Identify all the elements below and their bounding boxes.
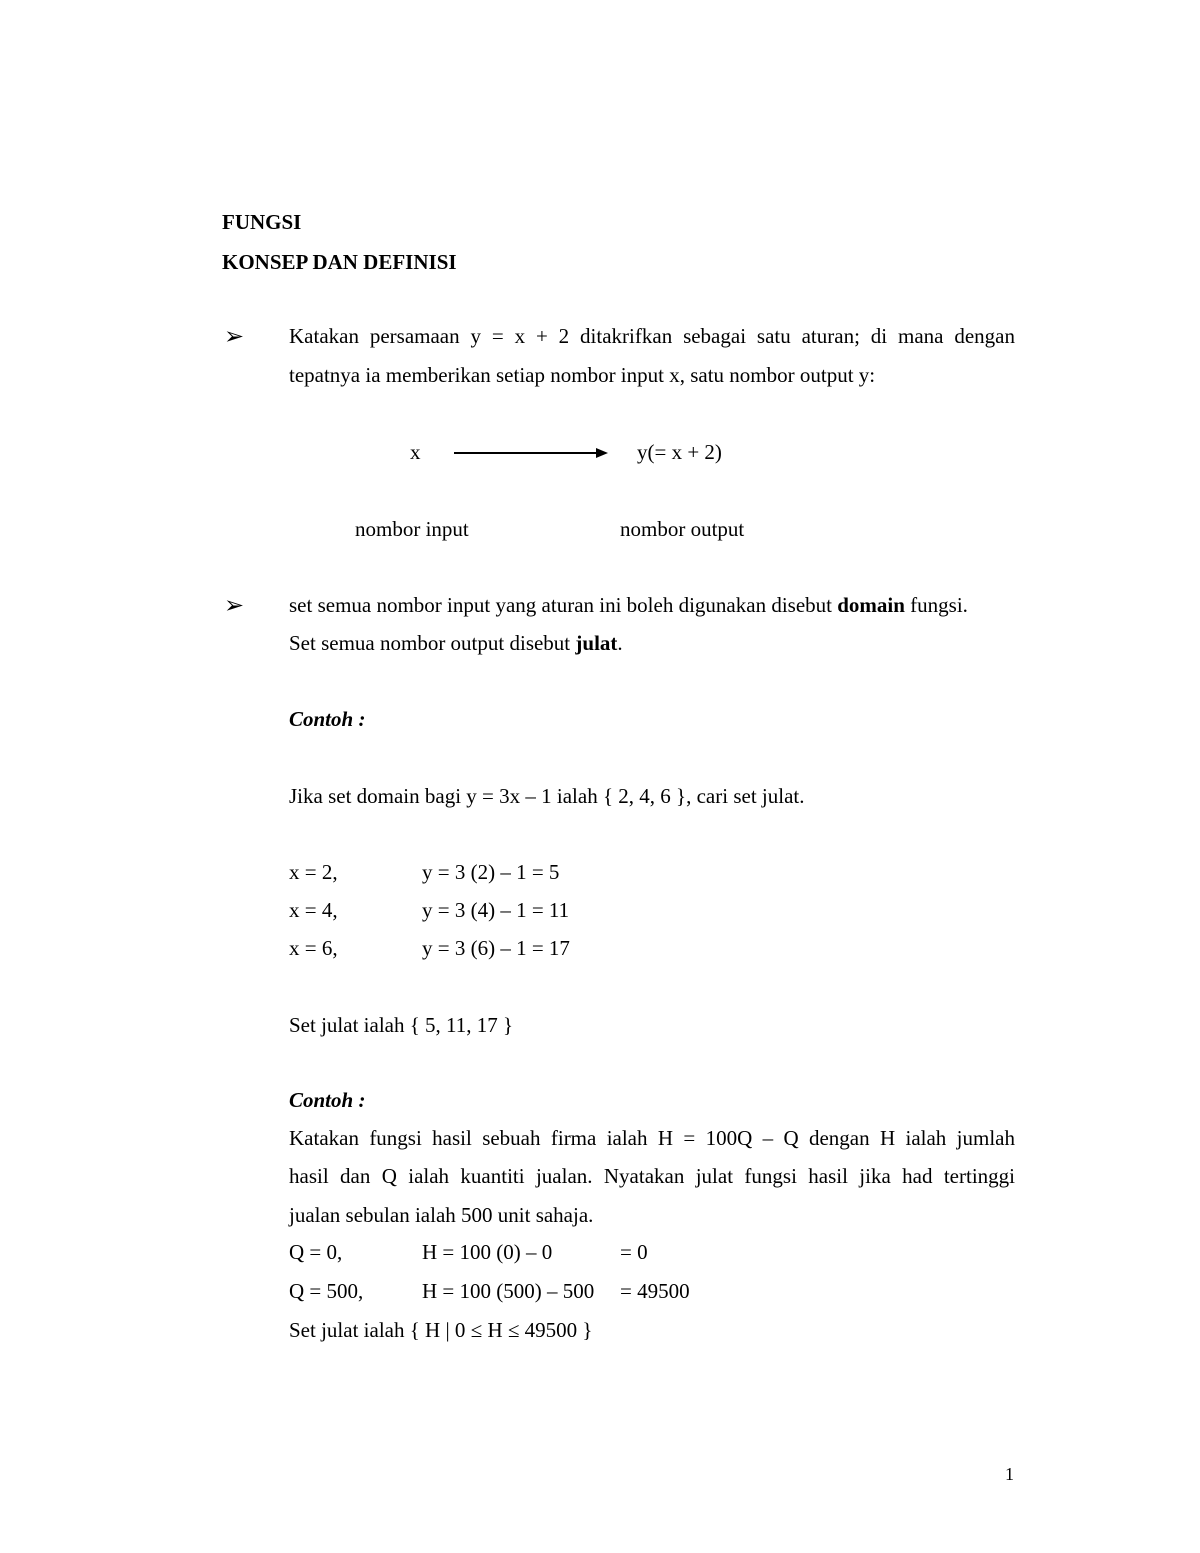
example1-answer: Set julat ialah { 5, 11, 17 }: [289, 1013, 514, 1037]
bullet1-line1: Katakan persamaan y = x + 2 ditakrifkan sebagai satu aturan; di mana dengan: [289, 324, 1015, 348]
bullet2-line1-text: set semua nombor input yang aturan ini boleh digunakan disebut: [289, 593, 838, 617]
mapping-input-label: nombor input: [355, 517, 469, 541]
example1-row-x: x = 4,: [289, 898, 338, 922]
example2-heading: Contoh :: [289, 1088, 366, 1112]
example1-heading: Contoh :: [289, 707, 366, 731]
example1-question: Jika set domain bagi y = 3x – 1 ialah { 2, 4, 6 }, cari set julat.: [289, 784, 805, 808]
mapping-output-expr: y(= x + 2): [637, 440, 722, 464]
example2-row-result: = 0: [620, 1240, 648, 1264]
bullet1-line2: tepatnya ia memberikan setiap nombor input x, satu nombor output y:: [289, 363, 876, 387]
example2-row-q: Q = 500,: [289, 1279, 364, 1303]
example2-row-q: Q = 0,: [289, 1240, 343, 1264]
bullet2-line2-end: .: [617, 631, 623, 655]
bullet-arrow-icon: ➢: [224, 593, 245, 619]
mapping-arrow-icon: [452, 444, 610, 462]
page-number: 1: [1005, 1464, 1014, 1484]
example2-row-result: = 49500: [620, 1279, 690, 1303]
bullet2-line2: [289, 631, 623, 656]
bullet-arrow-icon: ➢: [224, 324, 245, 350]
example1-row-y: y = 3 (4) – 1 = 11: [422, 898, 570, 922]
bullet2-line1: [289, 593, 968, 618]
bullet2-line1-end: fungsi.: [904, 593, 968, 617]
example2-paragraph-line3: jualan sebulan ialah 500 unit sahaja.: [289, 1203, 594, 1227]
example2-row-h: H = 100 (0) – 0: [422, 1240, 553, 1264]
mapping-input-symbol: x: [410, 440, 421, 464]
example1-row-y: y = 3 (2) – 1 = 5: [422, 860, 560, 884]
term-domain: domain: [837, 593, 905, 617]
section-heading: KONSEP DAN DEFINISI: [222, 250, 457, 274]
example2-paragraph-line1: Katakan fungsi hasil sebuah firma ialah H = 100Q – Q dengan H ialah jumlah: [289, 1126, 1015, 1150]
example2-answer: Set julat ialah { H | 0 ≤ H ≤ 49500 }: [289, 1318, 593, 1342]
term-julat: julat: [575, 631, 618, 655]
example1-row-x: x = 2,: [289, 860, 338, 884]
example2-paragraph-line2: hasil dan Q ialah kuantiti jualan. Nyatakan julat fungsi hasil jika had tertinggi: [289, 1164, 1015, 1188]
example2-row-h: H = 100 (500) – 500: [422, 1279, 595, 1303]
mapping-output-label: nombor output: [620, 517, 745, 541]
example1-row-x: x = 6,: [289, 936, 338, 960]
document-title: FUNGSI: [222, 210, 302, 234]
bullet2-line2-text: Set semua nombor output disebut: [289, 631, 576, 655]
example1-row-y: y = 3 (6) – 1 = 17: [422, 936, 570, 960]
